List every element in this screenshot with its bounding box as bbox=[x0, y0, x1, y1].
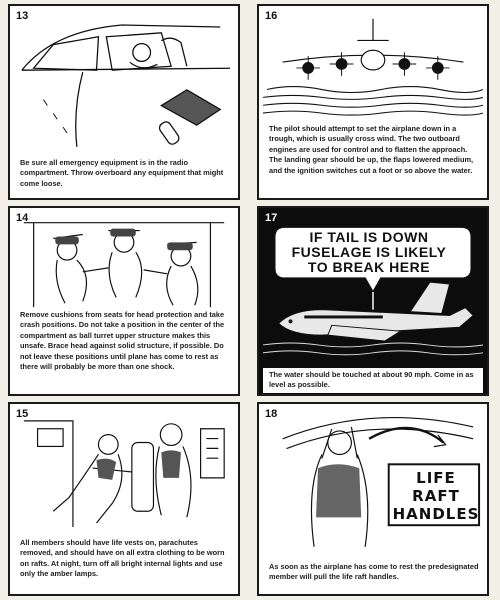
panel-14-illustration bbox=[14, 212, 234, 312]
life-vests-drawing bbox=[14, 408, 234, 532]
panel-16-caption: The pilot should attempt to set the airplane down in a trough, which is usually cross wind. The two outboard engines are used for control and to flatten the approach. The landing gear should be up, the flaps lowered medium, and the ignition switches cut a foot or so above the water. bbox=[269, 124, 474, 175]
life-raft-sign: LIFE RAFT HANDLES bbox=[392, 469, 480, 523]
panel-number: 16 bbox=[265, 10, 278, 22]
radio-compartment-drawing bbox=[14, 10, 234, 150]
panel-16-illustration bbox=[263, 10, 483, 118]
airplane-front-view-drawing bbox=[263, 10, 483, 118]
panel-17 bbox=[257, 206, 489, 396]
callout-text: IF TAIL IS DOWN FUSELAGE IS LIKELY TO BREAK HERE bbox=[291, 229, 447, 275]
panel-15-illustration bbox=[14, 408, 234, 532]
panel-14 bbox=[8, 206, 240, 396]
panel-14-caption: Remove cushions from seats for head protection and take crash positions. Do not take a position in the center of the compartment as ball turret upper structure makes this unsafe. Brace head against solid structure, if possible. Do not leave these positions until plane has come to rest as there will probably be more than one shock. bbox=[20, 310, 225, 372]
panel-number: 18 bbox=[265, 408, 278, 420]
panel-number: 17 bbox=[265, 212, 278, 224]
panel-16 bbox=[257, 4, 489, 200]
panel-13-caption: Be sure all emergency equipment is in the radio compartment. Throw overboard any equipment that might come loose. bbox=[20, 158, 224, 188]
panel-number: 14 bbox=[16, 212, 29, 224]
panel-15-caption: All members should have life vests on, parachutes removed, and should have on all extra clothing to be worn on rafts. At night, turn off all bright internal lights and use only the amber lamps. bbox=[20, 538, 225, 579]
panel-number: 15 bbox=[16, 408, 29, 420]
panel-number: 13 bbox=[16, 10, 29, 22]
panel-18-caption: As soon as the airplane has come to rest the predesignated member will pull the life raft handles. bbox=[269, 562, 479, 582]
panel-15 bbox=[8, 402, 240, 596]
panel-13 bbox=[8, 4, 240, 200]
panel-13-illustration bbox=[14, 10, 234, 150]
panel-18 bbox=[257, 402, 489, 596]
panel-17-caption: The water should be touched at about 90 mph. Come in as level as possible. bbox=[263, 368, 483, 393]
crash-positions-drawing bbox=[14, 212, 234, 312]
